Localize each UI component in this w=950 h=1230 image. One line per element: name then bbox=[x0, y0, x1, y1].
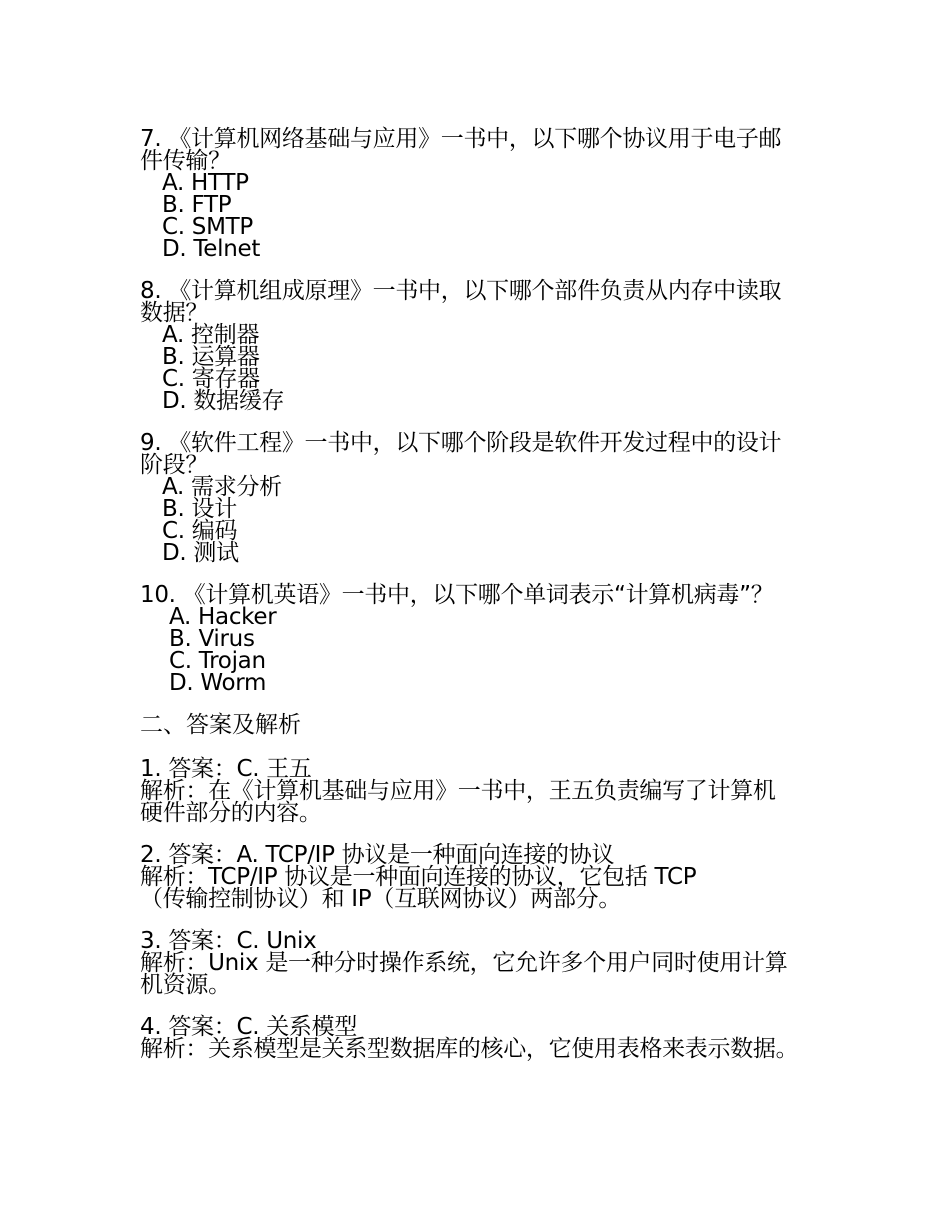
option-a: A. 控制器 bbox=[162, 322, 260, 348]
document-page bbox=[140, 128, 820, 1080]
question-title: 9. 《软件工程》一书中，以下哪个阶段是软件开发过程中的设计阶段？ bbox=[140, 430, 782, 478]
option-c: C. 编码 bbox=[162, 518, 238, 544]
option-c: C. 寄存器 bbox=[162, 366, 260, 392]
answer-4 bbox=[140, 1016, 820, 1060]
question-title: 8. 《计算机组成原理》一书中，以下哪个部件负责从内存中读取数据？ bbox=[140, 278, 782, 326]
option-a: A. HTTP bbox=[162, 170, 249, 196]
option-a: A. 需求分析 bbox=[162, 474, 282, 500]
answer-text: 1. 答案：C. 王五 bbox=[140, 756, 312, 782]
answer-3 bbox=[140, 930, 820, 996]
option-c: C. Trojan bbox=[169, 648, 266, 674]
analysis-text: 解析：Unix 是一种分时操作系统，它允许多个用户同时使用计算机资源。 bbox=[140, 950, 788, 998]
question-9 bbox=[140, 432, 820, 564]
option-d: D. 测试 bbox=[162, 540, 239, 566]
analysis-text: 解析：关系模型是关系型数据库的核心，它使用表格来表示数据。 bbox=[140, 1036, 799, 1062]
analysis-text: 解析：TCP/IP 协议是一种面向连接的协议，它包括 TCP（传输控制协议）和 IP（互联网协议）两部分。 bbox=[140, 864, 697, 912]
question-title: 10. 《计算机英语》一书中，以下哪个单词表示“计算机病毒”？ bbox=[140, 582, 774, 608]
option-d: D. Telnet bbox=[162, 236, 261, 262]
option-d: D. 数据缓存 bbox=[162, 388, 285, 414]
question-10 bbox=[140, 584, 820, 694]
answer-1 bbox=[140, 758, 820, 824]
section-heading: 二、答案及解析 bbox=[140, 712, 301, 738]
question-title: 7. 《计算机网络基础与应用》一书中，以下哪个协议用于电子邮件传输？ bbox=[140, 126, 782, 174]
question-8 bbox=[140, 280, 820, 412]
analysis-text: 解析：在《计算机基础与应用》一书中，王五负责编写了计算机硬件部分的内容。 bbox=[140, 778, 776, 826]
option-b: B. 设计 bbox=[162, 496, 237, 522]
option-d: D. Worm bbox=[169, 670, 267, 696]
option-b: B. Virus bbox=[169, 626, 255, 652]
option-c: C. SMTP bbox=[162, 214, 253, 240]
answer-2 bbox=[140, 844, 820, 910]
answer-text: 4. 答案：C. 关系模型 bbox=[140, 1014, 358, 1040]
option-a: A. Hacker bbox=[169, 604, 277, 630]
answer-text: 2. 答案：A. TCP/IP 协议是一种面向连接的协议 bbox=[140, 842, 615, 868]
answer-text: 3. 答案：C. Unix bbox=[140, 928, 317, 954]
question-7 bbox=[140, 128, 820, 260]
option-b: B. 运算器 bbox=[162, 344, 260, 370]
option-b: B. FTP bbox=[162, 192, 232, 218]
